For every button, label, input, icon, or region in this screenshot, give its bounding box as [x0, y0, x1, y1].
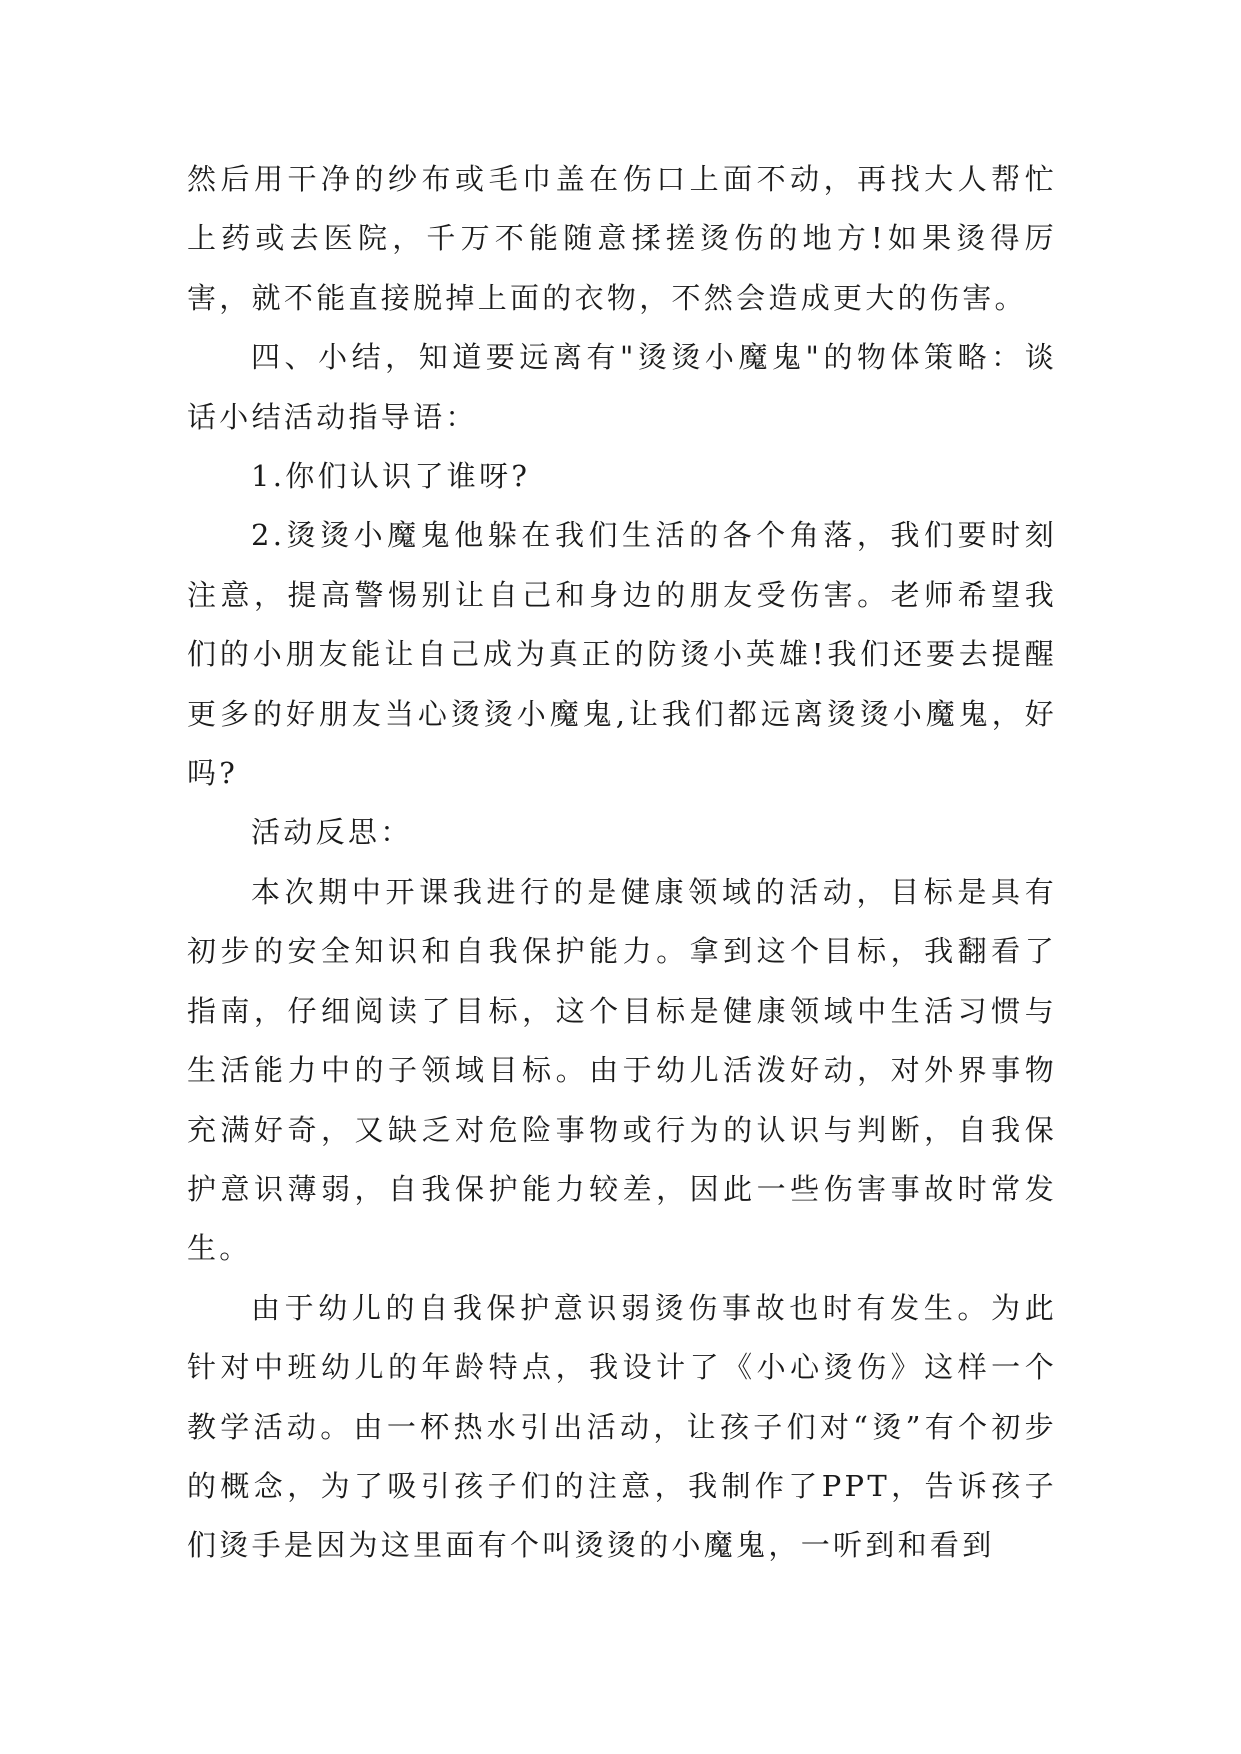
paragraph-first-aid: 然后用干净的纱布或毛巾盖在伤口上面不动，再找大人帮忙上药或去医院，千万不能随意揉搓烫伤的地方!如果烫得厉害，就不能直接脱掉上面的衣物，不然会造成更大的伤害。: [187, 162, 1057, 315]
paragraph-reflection-design: 由于幼儿的自我保护意识弱烫伤事故也时有发生。为此针对中班幼儿的年龄特点，我设计了《小心烫伤》这样一个教学活动。由一杯热水引出活动，让孩子们对“烫”有个初步的概念，为了吸引孩子们的注意，我制作了PPT，告诉孩子们烫手是因为这里面有个叫烫烫的小魔鬼，一听到和看到: [187, 1290, 1057, 1563]
paragraph-question-2: 2.烫烫小魔鬼他躲在我们生活的各个角落，我们要时刻注意，提高警惕别让自己和身边的朋友受伤害。老师希望我们的小朋友能让自己成为真正的防烫小英雄!我们还要去提醒更多的好朋友当心烫烫小魔鬼,让我们都远离烫烫小魔鬼，好吗?: [187, 518, 1057, 791]
document-body: [187, 150, 1057, 1576]
paragraph-summary-heading: 四、小结，知道要远离有"烫烫小魔鬼"的物体策略：谈话小结活动指导语：: [187, 340, 1057, 434]
paragraph-question-1: 1.你们认识了谁呀?: [251, 459, 531, 494]
paragraph-reflection-heading: 活动反思：: [251, 815, 413, 850]
paragraph-reflection-goal: 本次期中开课我进行的是健康领域的活动，目标是具有初步的安全知识和自我保护能力。拿到这个目标，我翻看了指南，仔细阅读了目标，这个目标是健康领域中生活习惯与生活能力中的子领域目标。由于幼儿活泼好动，对外界事物充满好奇，又缺乏对危险事物或行为的认识与判断，自我保护意识薄弱，自我保护能力较差，因此一些伤害事故时常发生。: [187, 874, 1057, 1266]
